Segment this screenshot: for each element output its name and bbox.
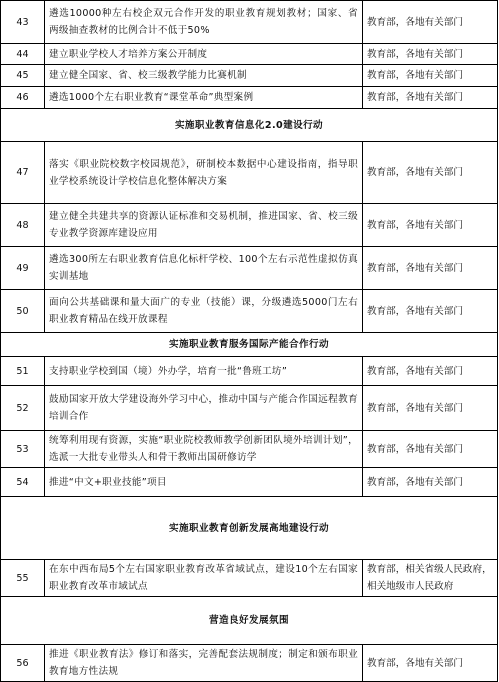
responsible-units: 教育部，各地有关部门 — [363, 65, 498, 87]
row-number: 46 — [1, 87, 45, 109]
table-row — [1, 468, 498, 497]
table-row — [1, 44, 498, 65]
task-content: 推进《职业教育法》修订和落实，完善配套法规制度；制定和颁布职业教育地方性法规 — [45, 645, 363, 682]
responsible-units: 教育部，各地有关部门 — [363, 645, 498, 682]
table-row — [1, 142, 498, 204]
responsible-units: 教育部，相关省级人民政府，相关地级市人民政府 — [363, 560, 498, 597]
responsible-units: 教育部，各地有关部门 — [363, 386, 498, 431]
responsible-units: 教育部，各地有关部门 — [363, 1, 498, 44]
row-number: 45 — [1, 65, 45, 87]
section-title: 实施职业教育信息化2.0建设行动 — [1, 109, 498, 142]
section-title: 实施职业教育创新发展高地建设行动 — [1, 497, 498, 560]
table-row — [1, 645, 498, 682]
table-row — [1, 357, 498, 386]
responsible-units: 教育部，各地有关部门 — [363, 204, 498, 247]
section-header-row — [1, 333, 498, 357]
table-row — [1, 247, 498, 290]
row-number: 52 — [1, 386, 45, 431]
task-content: 落实《职业院校数字校园规范》，研制校本数据中心建设指南，指导职业学校系统设计学校信息化整体解决方案 — [45, 142, 363, 204]
responsible-units: 教育部，各地有关部门 — [363, 468, 498, 497]
row-number: 48 — [1, 204, 45, 247]
table-row — [1, 65, 498, 87]
section-header-row — [1, 597, 498, 645]
task-content: 遴选10000种左右校企双元合作开发的职业教育规划教材；国家、省两级抽查教材的比例合计不低于50% — [45, 1, 363, 44]
row-number: 53 — [1, 431, 45, 468]
responsible-units: 教育部，各地有关部门 — [363, 247, 498, 290]
task-content: 推进“中文+职业技能”项目 — [45, 468, 363, 497]
table-row — [1, 386, 498, 431]
task-content: 鼓励国家开放大学建设海外学习中心，推动中国与产能合作国远程教育培训合作 — [45, 386, 363, 431]
table-row — [1, 290, 498, 333]
responsible-units: 教育部，各地有关部门 — [363, 431, 498, 468]
table-row — [1, 1, 498, 44]
section-title: 营造良好发展氛围 — [1, 597, 498, 645]
task-content: 支持职业学校到国（境）外办学，培育一批“鲁班工坊” — [45, 357, 363, 386]
row-number: 47 — [1, 142, 45, 204]
task-content: 建立健全共建共享的资源认证标准和交易机制，推进国家、省、校三级专业教学资源库建设应用 — [45, 204, 363, 247]
task-content: 统筹利用现有资源，实施“职业院校教师教学创新团队境外培训计划”，选派一大批专业带头人和骨干教师出国研修访学 — [45, 431, 363, 468]
task-table-body — [1, 1, 498, 682]
row-number: 54 — [1, 468, 45, 497]
table-row — [1, 87, 498, 109]
task-content: 面向公共基础课和量大面广的专业（技能）课，分级遴选5000门左右职业教育精品在线开放课程 — [45, 290, 363, 333]
responsible-units: 教育部，各地有关部门 — [363, 290, 498, 333]
task-content: 建立健全国家、省、校三级教学能力比赛机制 — [45, 65, 363, 87]
row-number: 56 — [1, 645, 45, 682]
row-number: 49 — [1, 247, 45, 290]
section-header-row — [1, 497, 498, 560]
table-row — [1, 204, 498, 247]
row-number: 55 — [1, 560, 45, 597]
responsible-units: 教育部，各地有关部门 — [363, 87, 498, 109]
responsible-units: 教育部，各地有关部门 — [363, 142, 498, 204]
section-title: 实施职业教育服务国际产能合作行动 — [1, 333, 498, 357]
task-content: 在东中西布局5个左右国家职业教育改革省域试点，建设10个左右国家职业教育改革市域试点 — [45, 560, 363, 597]
section-header-row — [1, 109, 498, 142]
row-number: 50 — [1, 290, 45, 333]
responsible-units: 教育部，各地有关部门 — [363, 357, 498, 386]
table-row — [1, 560, 498, 597]
row-number: 43 — [1, 1, 45, 44]
task-content: 遴选300所左右职业教育信息化标杆学校、100个左右示范性虚拟仿真实训基地 — [45, 247, 363, 290]
task-content: 建立职业学校人才培养方案公开制度 — [45, 44, 363, 65]
row-number: 44 — [1, 44, 45, 65]
row-number: 51 — [1, 357, 45, 386]
responsible-units: 教育部，各地有关部门 — [363, 44, 498, 65]
table-row — [1, 431, 498, 468]
task-content: 遴选1000个左右职业教育“课堂革命”典型案例 — [45, 87, 363, 109]
